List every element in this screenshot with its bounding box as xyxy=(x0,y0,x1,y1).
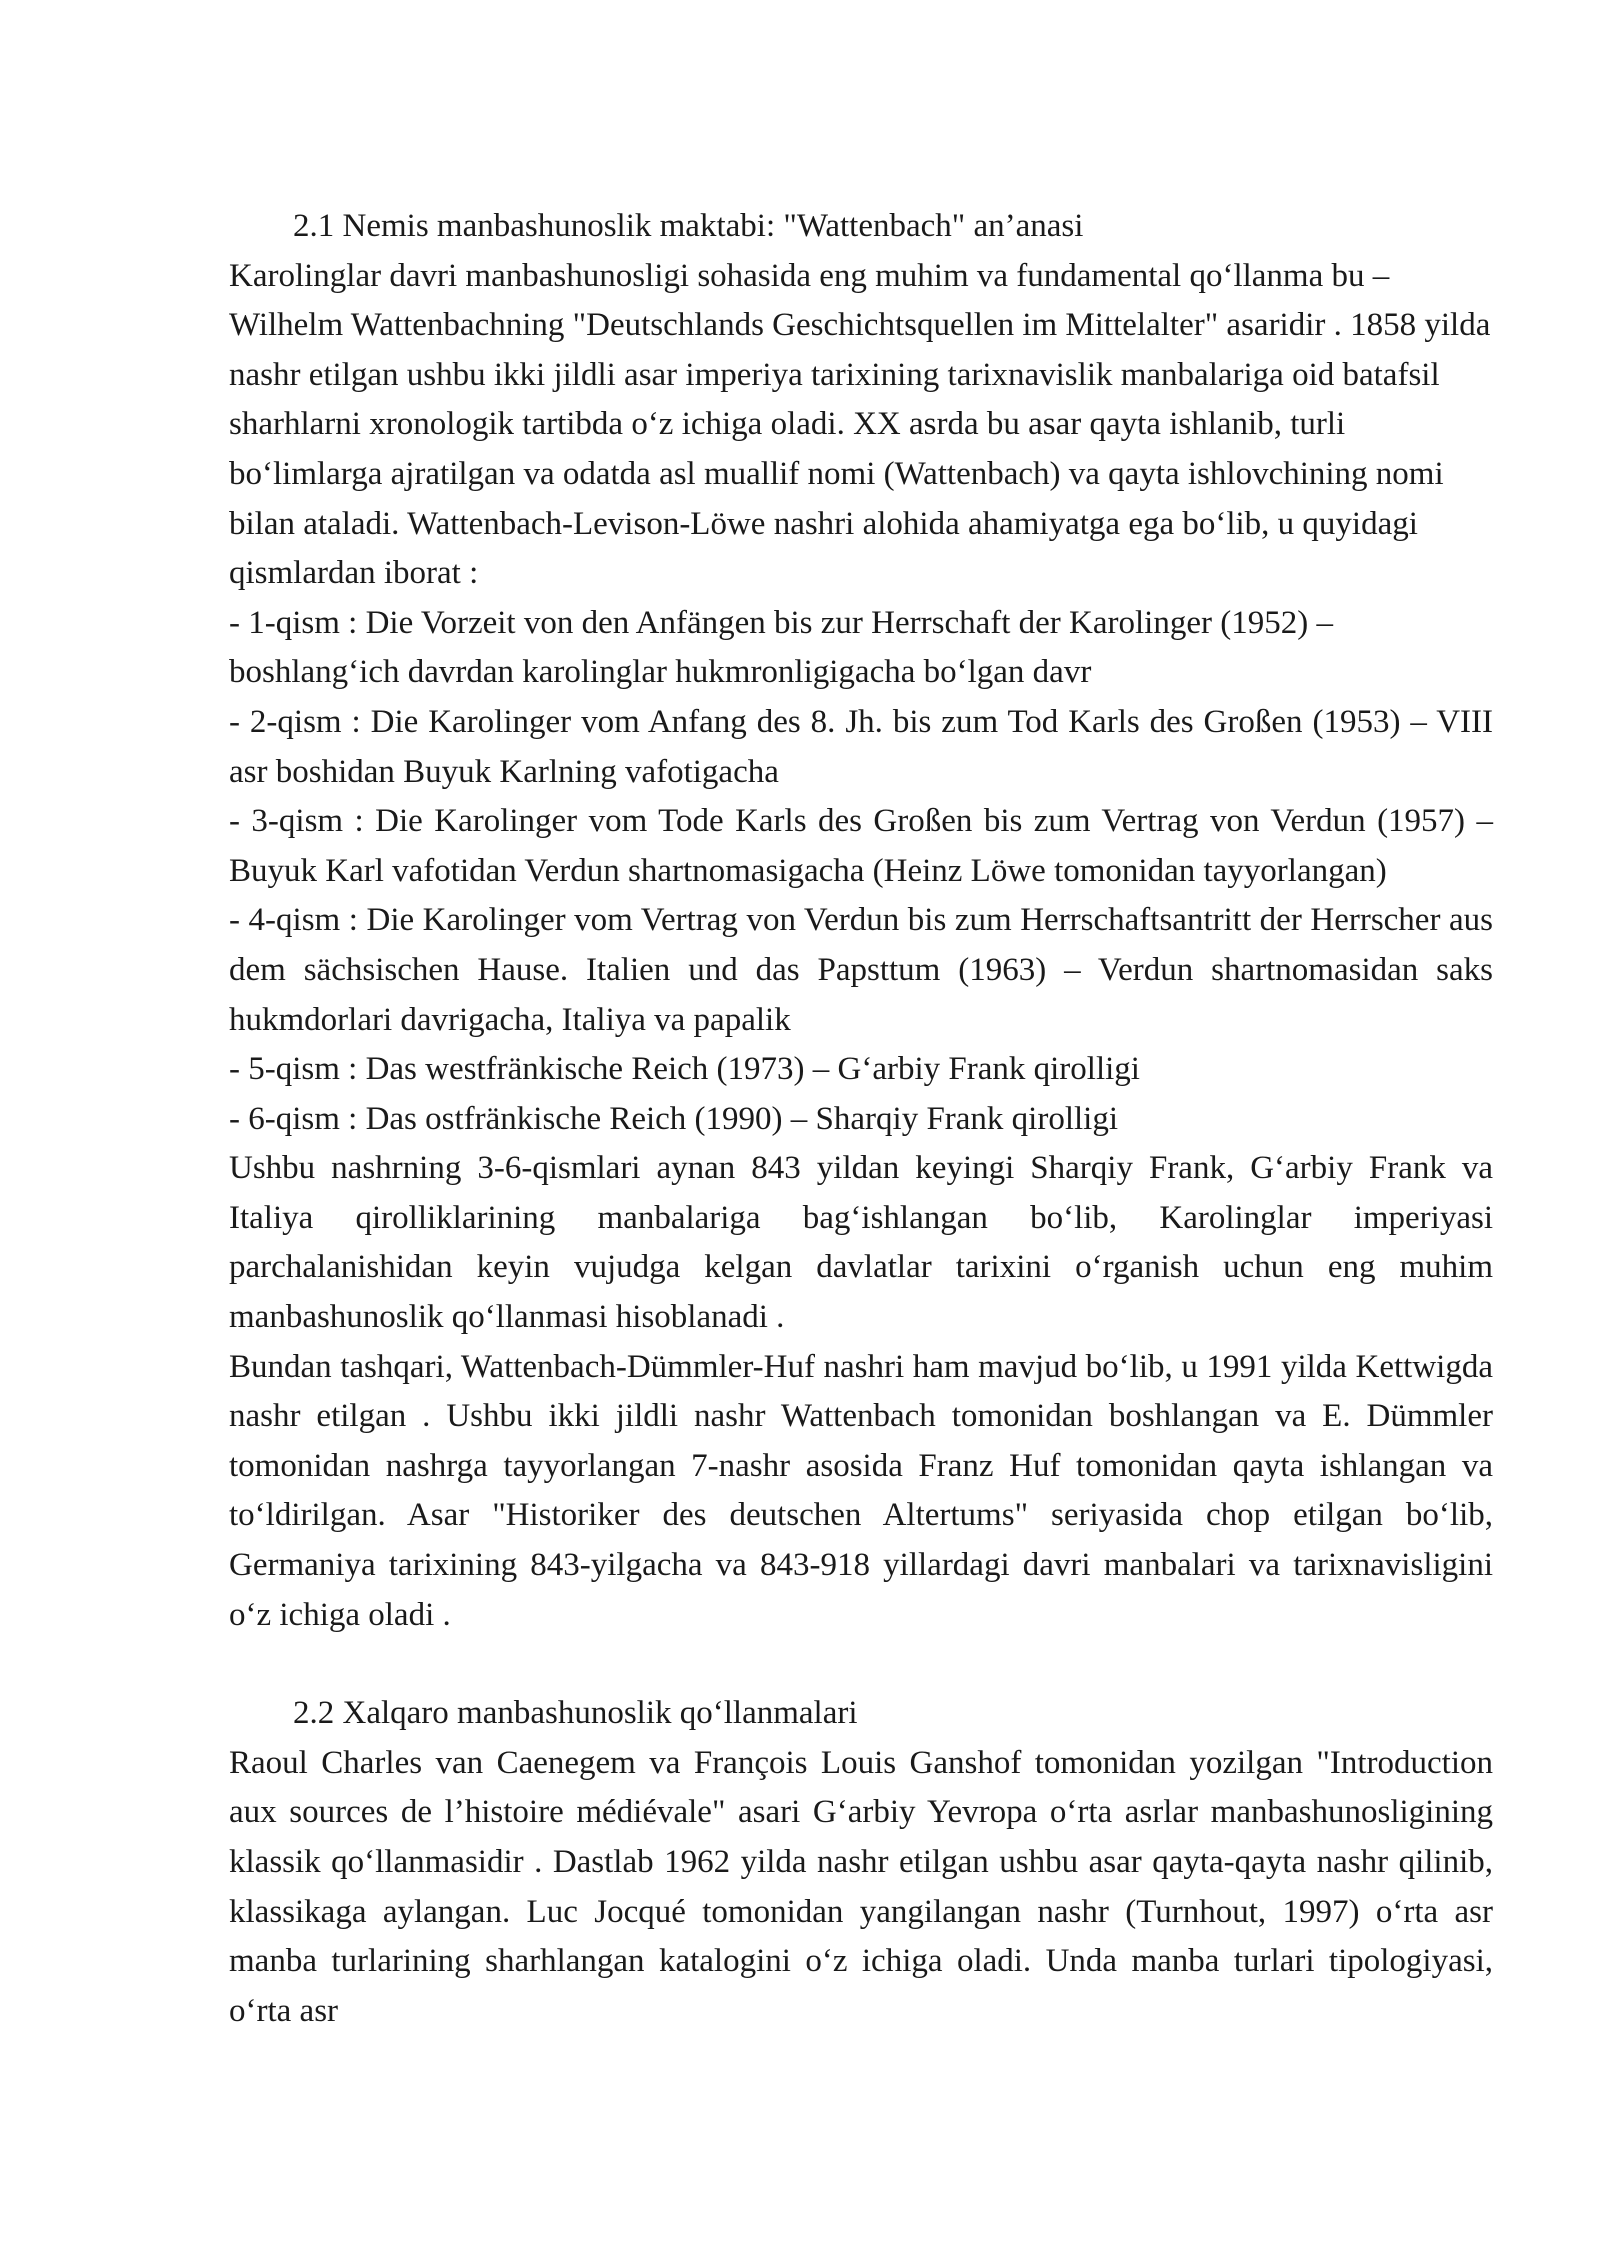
list-item: - 3-qism : Die Karolinger vom Tode Karls des Großen bis zum Vertrag von Verdun (1957) – Buyuk Karl vafotidan Verdun shartnomasigacha (Heinz Löwe tomonidan tayyorlangan) xyxy=(229,803,1493,889)
paragraph: Raoul Charles van Caenegem va François Louis Ganshof tomonidan yozilgan "Introduction aux sources de l’histoire médiévale" asari G‘arbiy Yevropa o‘rta asrlar manbashunosligining klassik qo‘llanmasidir . Dastlab 1962 yilda nashr etilgan ushbu asar qayta-qayta nashr qilinib, klassikaga aylangan. Luc Jocqué tomonidan yangilangan nashr (Turnhout, 1997) o‘rta asr manba turlarining sharhlangan katalogini o‘z ichiga oladi. Unda manba turlari tipologiyasi, o‘rta asr xyxy=(229,1744,1493,2029)
parts-list xyxy=(229,599,1493,1145)
list-item: - 6-qism : Das ostfränkische Reich (1990) – Sharqiy Frank qirolligi xyxy=(229,1100,1119,1137)
list-item: - 5-qism : Das westfränkische Reich (1973) – G‘arbiy Frank qirolligi xyxy=(229,1051,1140,1088)
list-item: - 1-qism : Die Vorzeit von den Anfängen bis zur Herrschaft der Karolinger (1952) – boshlang‘ich davrdan karolinglar hukmronligigacha bo‘lgan davr xyxy=(229,604,1333,691)
list-item: - 2-qism : Die Karolinger vom Anfang des 8. Jh. bis zum Tod Karls des Großen (1953) – VIII asr boshidan Buyuk Karlning vafotigacha xyxy=(229,703,1493,790)
section-spacer xyxy=(229,1640,1493,1689)
paragraph: Bundan tashqari, Wattenbach-Dümmler-Huf nashri ham mavjud bo‘lib, u 1991 yilda Kettwigda nashr etilgan . Ushbu ikki jildli nashr Wattenbach tomonidan boshlangan va E. Dümmler tomonidan nashrga tayyorlangan 7-nashr asosida Franz Huf tomonidan qayta ishlangan va to‘ldirilgan. Asar "Historiker des deutschen Altertums" seriyasida chop etilgan bo‘lib, Germaniya tarixining 843-yilgacha va 843-918 yillardagi davri manbalari va tarixnavisligini o‘z ichiga oladi . xyxy=(229,1348,1493,1633)
section-heading-2-1: 2.1 Nemis manbashunoslik maktabi: "Wattenbach" an’anasi xyxy=(293,208,1084,244)
intro-paragraph: Karolinglar davri manbashunosligi sohasida eng muhim va fundamental qo‘llanma bu – Wilhelm Wattenbachning "Deutschlands Geschichtsquellen im Mittelalter" asaridir . 1858 yilda nashr etilgan ushbu ikki jildli asar imperiya tarixining tarixnavislik manbalariga oid batafsil sharhlarni xronologik tartibda o‘z ichiga oladi. XX asrda bu asar qayta ishlanib, turli bo‘limlarga ajratilgan va odatda asl muallif nomi (Wattenbach) va qayta ishlovchining nomi bilan ataladi. Wattenbach-Levison-Löwe nashri alohida ahamiyatga ega bo‘lib, u quyidagi qismlardan iborat : xyxy=(229,257,1491,592)
list-item: - 4-qism : Die Karolinger vom Vertrag von Verdun bis zum Herrschaftsantritt der Herrscher aus dem sächsischen Hause. Italien und das Papsttum (1963) – Verdun shartnomasidan saks hukmdorlari davrigacha, Italiya va papalik xyxy=(229,902,1493,1038)
section-heading-2-2: 2.2 Xalqaro manbashunoslik qo‘llanmalari xyxy=(293,1695,858,1732)
document-page xyxy=(229,202,1493,2036)
paragraph: Ushbu nashrning 3-6-qismlari aynan 843 yildan keyingi Sharqiy Frank, G‘arbiy Frank va Italiya qirolliklarining manbalariga bag‘ishlangan bo‘lib, Karolinglar imperiyasi parchalanishidan keyin vujudga kelgan davlatlar tarixini o‘rganish uchun eng muhim manbashunoslik qo‘llanmasi hisoblanadi . xyxy=(229,1150,1493,1336)
